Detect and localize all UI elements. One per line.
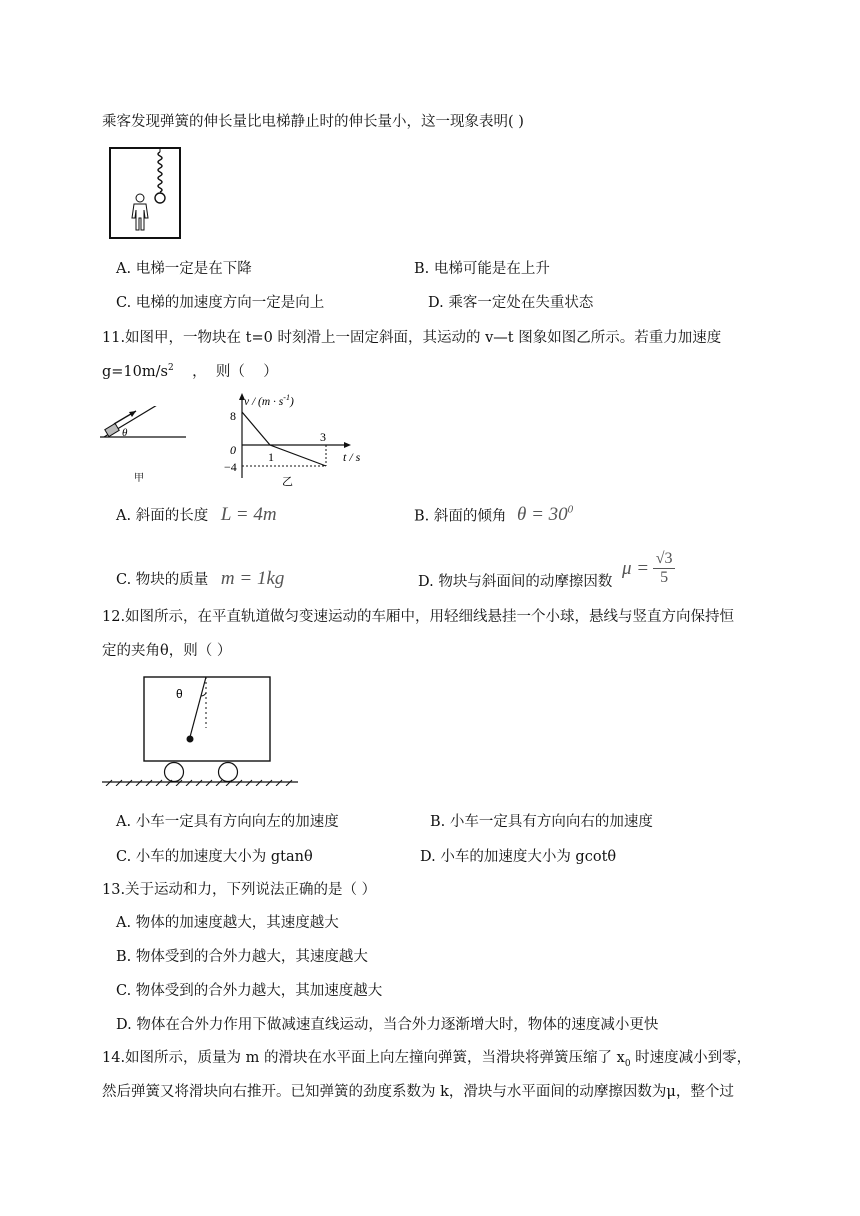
vt-y-label-main: v / (m · s xyxy=(244,396,284,408)
vt-y-label-sup: -1 xyxy=(283,393,290,402)
q11-stem-line1: 11.如图甲，一物块在 t=0 时刻滑上一固定斜面，其运动的 v—t 图象如图乙所示。若重力加速度 xyxy=(102,330,722,346)
q11-option-b[interactable] xyxy=(414,504,573,526)
vt-tick-neg4: −4 xyxy=(224,460,237,474)
q11-option-d-fraction xyxy=(653,550,675,587)
q11-option-d-text: D. 物块与斜面间的动摩擦因数 xyxy=(418,574,613,590)
q11-option-d-denominator: 5 xyxy=(660,569,669,586)
q10-stem: 乘客发现弹簧的伸长量比电梯静止时的伸长量小，这一现象表明( ) xyxy=(102,114,524,130)
vt-y-label-close: ) xyxy=(289,396,294,408)
q11-option-c[interactable] xyxy=(116,568,284,590)
q14-stem-line2: 然后弹簧又将滑块向右推开。已知弹簧的劲度系数为 k，滑块与水平面间的动摩擦因数为μ，整个过 xyxy=(102,1084,734,1100)
q11-option-d-mu xyxy=(622,550,675,587)
q10-option-d[interactable]: D. 乘客一定处在失重状态 xyxy=(428,295,594,311)
incline-figure xyxy=(100,406,190,486)
q14-stem-line1-post: 时速度减小到零， xyxy=(630,1050,752,1066)
q11-option-d-numerator: √3 xyxy=(655,550,673,567)
q11-stem-line2-sup: 2 xyxy=(167,363,174,374)
q11-option-d-mu-symbol: μ = xyxy=(622,557,650,579)
vt-tick-0: 0 xyxy=(230,443,236,457)
q11-option-b-math-main: θ = 30 xyxy=(516,504,568,526)
cart-theta: θ xyxy=(176,687,183,701)
vt-tick-1: 1 xyxy=(268,450,274,464)
vt-data-line xyxy=(242,412,326,466)
q11-option-b-text: B. 斜面的倾角 xyxy=(414,508,507,525)
vt-y-label xyxy=(244,393,294,408)
q11-option-b-math-sup: 0 xyxy=(567,504,574,516)
q14-stem-line1-pre: 14.如图所示，质量为 m 的滑块在水平面上向左撞向弹簧，当滑块将弹簧压缩了 x xyxy=(102,1050,625,1066)
q11-option-c-text: C. 物块的质量 xyxy=(116,572,209,588)
incline-theta: θ xyxy=(122,427,128,439)
cart-figure xyxy=(102,674,302,786)
q10-option-b[interactable]: B. 电梯可能是在上升 xyxy=(414,261,550,277)
q11-option-c-math: m = 1kg xyxy=(220,568,285,589)
q11-stem-line2 xyxy=(102,360,278,381)
q13-option-d[interactable]: D. 物体在合外力作用下做减速直线运动，当合外力逐渐增大时，物体的速度减小更快 xyxy=(116,1017,659,1033)
q13-option-c[interactable]: C. 物体受到的合外力越大，其加速度越大 xyxy=(116,983,383,999)
q11-option-a-math: L = 4m xyxy=(220,504,277,525)
q11-option-d[interactable] xyxy=(418,570,612,591)
vt-x-label: t / s xyxy=(343,450,361,464)
q12-option-a[interactable]: A. 小车一定具有方向向左的加速度 xyxy=(116,814,339,830)
q13-option-a[interactable]: A. 物体的加速度越大，其速度越大 xyxy=(116,915,339,931)
q12-option-d[interactable]: D. 小车的加速度大小为 gcotθ xyxy=(420,849,617,865)
q12-option-c[interactable]: C. 小车的加速度大小为 gtanθ xyxy=(116,849,313,865)
q13-option-b[interactable]: B. 物体受到的合外力越大，其速度越大 xyxy=(116,949,368,965)
q12-option-b[interactable]: B. 小车一定具有方向向右的加速度 xyxy=(430,814,653,830)
incline-caption: 甲 xyxy=(134,473,144,484)
vt-tick-8: 8 xyxy=(230,409,236,423)
q11-stem-line2-post: ， 则（ ） xyxy=(173,364,278,380)
vt-tick-3: 3 xyxy=(320,430,326,444)
q12-stem-line1: 12.如图所示，在平直轨道做匀变速运动的车厢中，用轻细线悬挂一个小球，悬线与竖直方向保持恒 xyxy=(102,609,735,625)
elevator-figure xyxy=(108,146,188,242)
q10-option-c[interactable]: C. 电梯的加速度方向一定是向上 xyxy=(116,295,325,311)
q11-option-a-text: A. 斜面的长度 xyxy=(116,508,209,524)
q12-stem-line2: 定的夹角θ，则（ ） xyxy=(102,643,232,659)
q10-option-a[interactable]: A. 电梯一定是在下降 xyxy=(116,261,252,277)
vt-caption: 乙 xyxy=(282,475,293,488)
q13-stem: 13.关于运动和力，下列说法正确的是（ ） xyxy=(102,882,377,898)
q11-option-a[interactable] xyxy=(116,504,277,526)
q11-stem-line2-pre: g=10m/s xyxy=(102,364,168,380)
q14-stem-line1-sub: 0 xyxy=(624,1058,631,1069)
q11-option-b-math xyxy=(517,504,573,525)
vt-graph xyxy=(222,392,372,490)
q14-stem-line1 xyxy=(102,1046,751,1069)
